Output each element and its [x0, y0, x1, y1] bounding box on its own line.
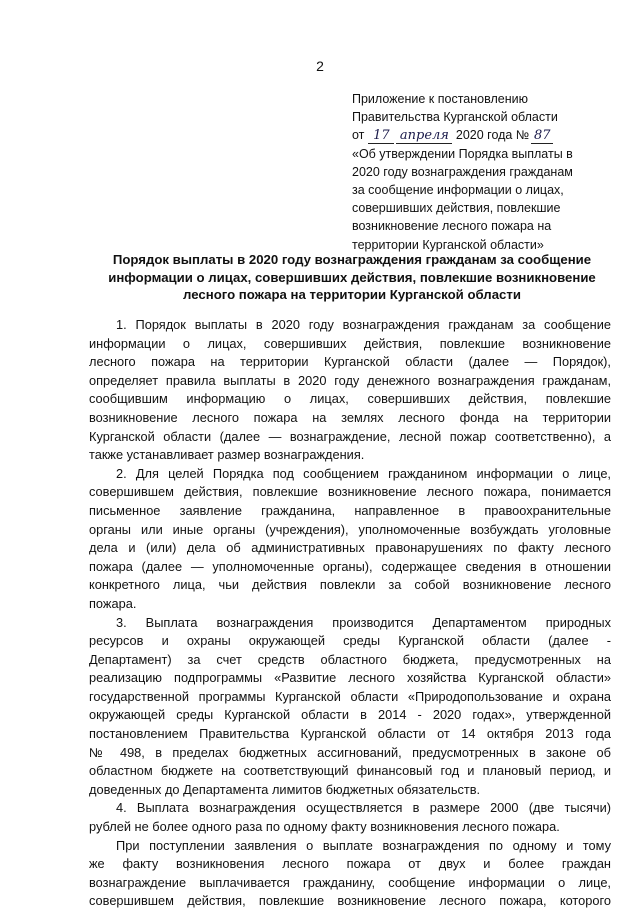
appendix-subject-line: территории Курганской области»	[352, 237, 544, 252]
body-line: 4. Выплата вознаграждения осуществляется в размере 2000 (две тысячи)	[116, 800, 611, 816]
document-body	[89, 316, 611, 911]
appendix-subject-line: совершивших действия, повлекшие	[352, 201, 561, 216]
body-line: органы или иные органы (учреждения), уполномоченные возбуждать уголовные	[89, 521, 611, 537]
date-prefix: от	[352, 128, 365, 143]
appendix-subject-line: возникновение лесного пожара на	[352, 219, 552, 234]
body-line: Департамент) за счет средств областного бюджета, предусмотренных на	[89, 651, 611, 667]
body-line: определяет правила выплаты в 2020 году денежного вознаграждения гражданам,	[89, 372, 611, 388]
body-line: возникновение лесного пожара на землях лесного фонда на территории	[89, 409, 611, 425]
title-line: лесного пожара на территории Курганской области	[183, 287, 521, 303]
body-line: 1. Порядок выплаты в 2020 году вознаграждения гражданам за сообщение	[116, 317, 611, 332]
page-number: 2	[316, 58, 324, 74]
appendix-line: Правительства Курганской области	[352, 110, 558, 125]
body-line: реализацию подпрограммы «Развитие лесного хозяйства Курганской области»	[89, 670, 611, 686]
title-line: информации о лицах, совершивших действия, повлекшие возникновение	[108, 269, 596, 285]
appendix-subject-line: «Об утверждении Порядка выплаты в	[352, 146, 573, 161]
body-line: Курганской области (далее — вознаграждение, лесной пожар соответственно), а	[89, 428, 611, 444]
body-line: вознаграждение выплачивается гражданину, сообщение информации о лице,	[89, 874, 611, 890]
body-line: рублей не более одного раза по одному факту возникновения лесного пожара.	[89, 819, 560, 835]
body-line: конкретного лица, чьи действия повлекли за собой возникновение лесного	[89, 577, 611, 593]
body-line: пожара (далее — уполномоченные органы), содержащее сведения в отношении	[89, 558, 611, 574]
document-title	[88, 251, 616, 304]
body-line: же факту возникновения лесного пожара от двух и более граждан	[89, 856, 611, 872]
body-line: № 498, в пределах бюджетных ассигнований, предусмотренных в законе об	[89, 744, 611, 760]
body-line: 3. Выплата вознаграждения производится Департаментом природных	[116, 614, 611, 630]
body-line: При поступлении заявления о выплате вознаграждения по одному и тому	[116, 837, 611, 853]
body-line: государственной программы Курганской области «Природопользование и охрана	[89, 688, 611, 704]
body-line: пожара.	[89, 595, 137, 611]
body-line: дела и (или) дела об административных правонарушениях по факту лесного	[89, 540, 611, 556]
body-line: совершившем действия, повлекшие возникновение лесного пожара, понимается	[89, 484, 611, 500]
handwritten-doc-number: 87	[531, 129, 553, 144]
body-line: информации о лицах, совершивших действия, повлекшие возникновение	[89, 335, 611, 351]
body-line: письменное заявление гражданина, направленное в правоохранительные	[89, 502, 611, 518]
handwritten-day: 17	[368, 129, 394, 144]
title-line: Порядок выплаты в 2020 году вознаграждения гражданам за сообщение	[112, 252, 592, 267]
body-line: областном бюджете на соответствующий финансовый год и плановый период, и	[89, 763, 611, 779]
appendix-line: Приложение к постановлению	[352, 92, 528, 106]
body-line: 2. Для целей Порядка под сообщением гражданином информации о лице,	[116, 465, 611, 481]
appendix-header	[352, 90, 602, 254]
body-line: окружающей среды Курганской области в 2014 - 2020 годах», утвержденной	[89, 707, 611, 723]
body-line: совершившем действия, повлекшие возникновение лесного пожара, которого	[89, 893, 611, 909]
body-line: также устанавливает размер вознаграждения.	[89, 447, 365, 463]
body-line: ресурсов и охраны окружающей среды Курганской области (далее -	[89, 633, 611, 649]
appendix-date-line	[352, 126, 602, 144]
appendix-subject-line: за сообщение информации о лицах,	[352, 183, 564, 198]
body-line: постановлением Правительства Курганской области от 14 октября 2013 года	[89, 726, 611, 742]
body-line: сообщившим информацию о лицах, совершивших действия, повлекшие	[89, 391, 611, 407]
appendix-subject-line: 2020 году вознаграждения гражданам	[352, 164, 573, 179]
date-year: 2020 года №	[455, 128, 530, 143]
body-line: доведенных до Департамента лимитов бюджетных обязательств.	[89, 781, 481, 797]
body-line: лесного пожара на территории Курганской области (далее — Порядок),	[89, 354, 611, 370]
handwritten-month: апреля	[396, 129, 452, 144]
